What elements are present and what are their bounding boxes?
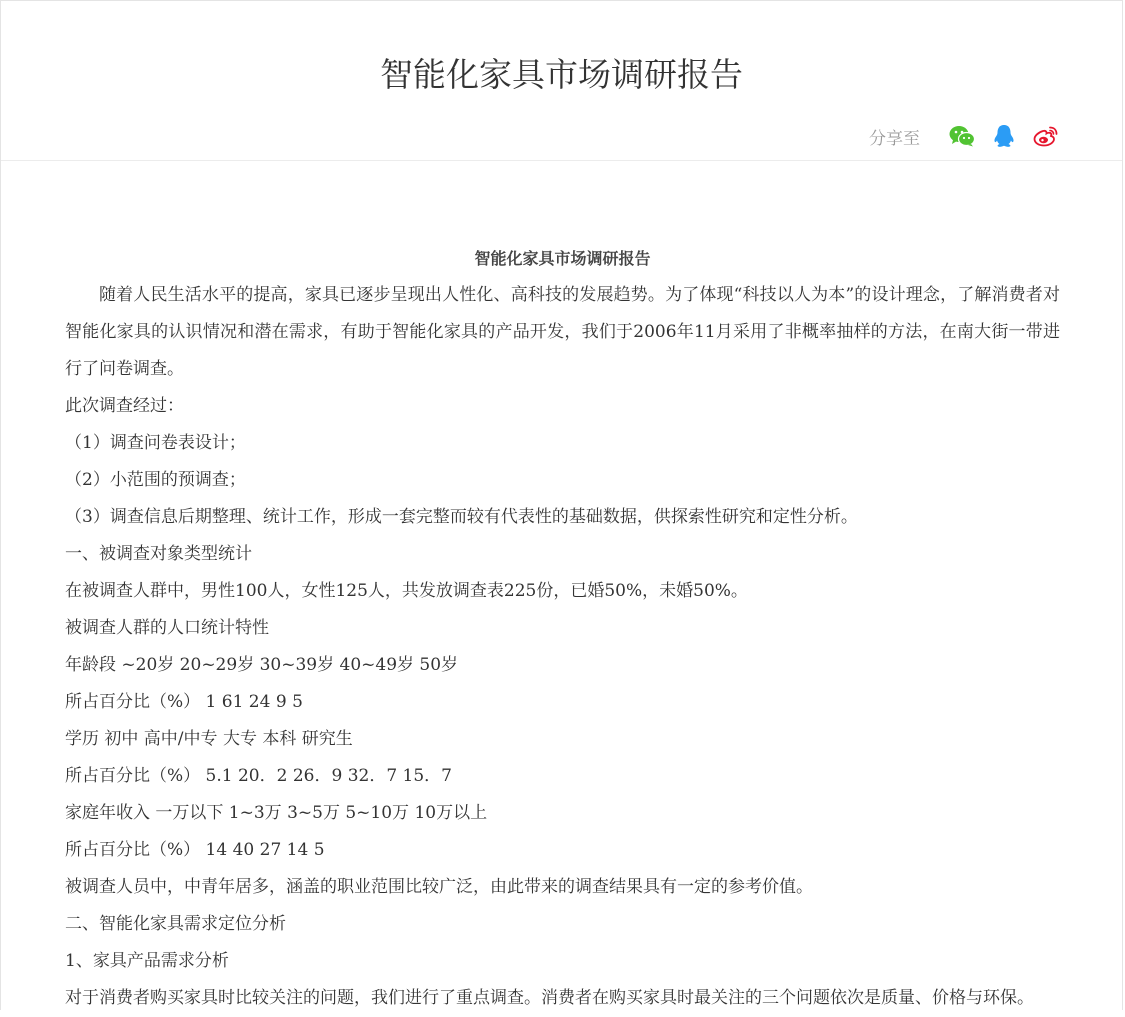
weibo-icon[interactable] (1032, 122, 1060, 150)
process-step-3: （3）调查信息后期整理、统计工作，形成一套完整而较有代表性的基础数据，供探索性研究和定性分析。 (65, 507, 858, 527)
article-header (1, 1, 1122, 161)
section-2-subheading: 1、家具产品需求分析 (65, 951, 229, 971)
education-percent-row: 所占百分比（%） 5.1 20．2 26．9 32．7 15．7 (65, 766, 452, 786)
age-row: 年龄段 ~20岁 20~29岁 30~39岁 40~49岁 50岁 (65, 655, 459, 675)
qq-icon[interactable] (990, 122, 1018, 150)
share-bar (869, 121, 1060, 151)
demographics-heading: 被调查人群的人口统计特性 (65, 618, 269, 638)
intro-paragraph: 随着人民生活水平的提高，家具已逐步呈现出人性化、高科技的发展趋势。为了体现“科技以人为本”的设计理念，了解消费者对智能化家具的认识情况和潜在需求，有助于智能化家具的产品开发，我们于2006年11月采用了非概率抽样的方法，在南大街一带进行了问卷调查。 (65, 285, 1060, 379)
education-row: 学历 初中 高中/中专 大专 本科 研究生 (65, 729, 353, 749)
section-1-summary: 在被调查人群中，男性100人，女性125人，共发放调查表225份，已婚50%，未婚50%。 (65, 581, 748, 601)
process-step-1: （1）调查问卷表设计； (65, 433, 246, 453)
income-percent-row: 所占百分比（%） 14 40 27 14 5 (65, 840, 325, 860)
process-heading: 此次调查经过： (65, 396, 184, 416)
income-row: 家庭年收入 一万以下 1~3万 3~5万 5~10万 10万以上 (65, 803, 488, 823)
age-percent-row: 所占百分比（%） 1 61 24 9 5 (65, 692, 303, 712)
page-title: 智能化家具市场调研报告 (380, 55, 743, 94)
article-body (65, 240, 1060, 1017)
process-step-2: （2）小范围的预调查； (65, 470, 246, 490)
article-title: 智能化家具市场调研报告 (474, 249, 651, 268)
section-1-conclusion: 被调查人员中，中青年居多，涵盖的职业范围比较广泛，由此带来的调查结果具有一定的参考价值。 (65, 877, 813, 897)
section-1-heading: 一、被调查对象类型统计 (65, 544, 252, 564)
section-2-paragraph: 对于消费者购买家具时比较关注的问题，我们进行了重点调查。消费者在购买家具时最关注的三个问题依次是质量、价格与环保。 (65, 988, 1034, 1008)
wechat-icon[interactable] (948, 122, 976, 150)
share-label: 分享至 (869, 128, 920, 149)
section-2-heading: 二、智能化家具需求定位分析 (65, 914, 286, 934)
